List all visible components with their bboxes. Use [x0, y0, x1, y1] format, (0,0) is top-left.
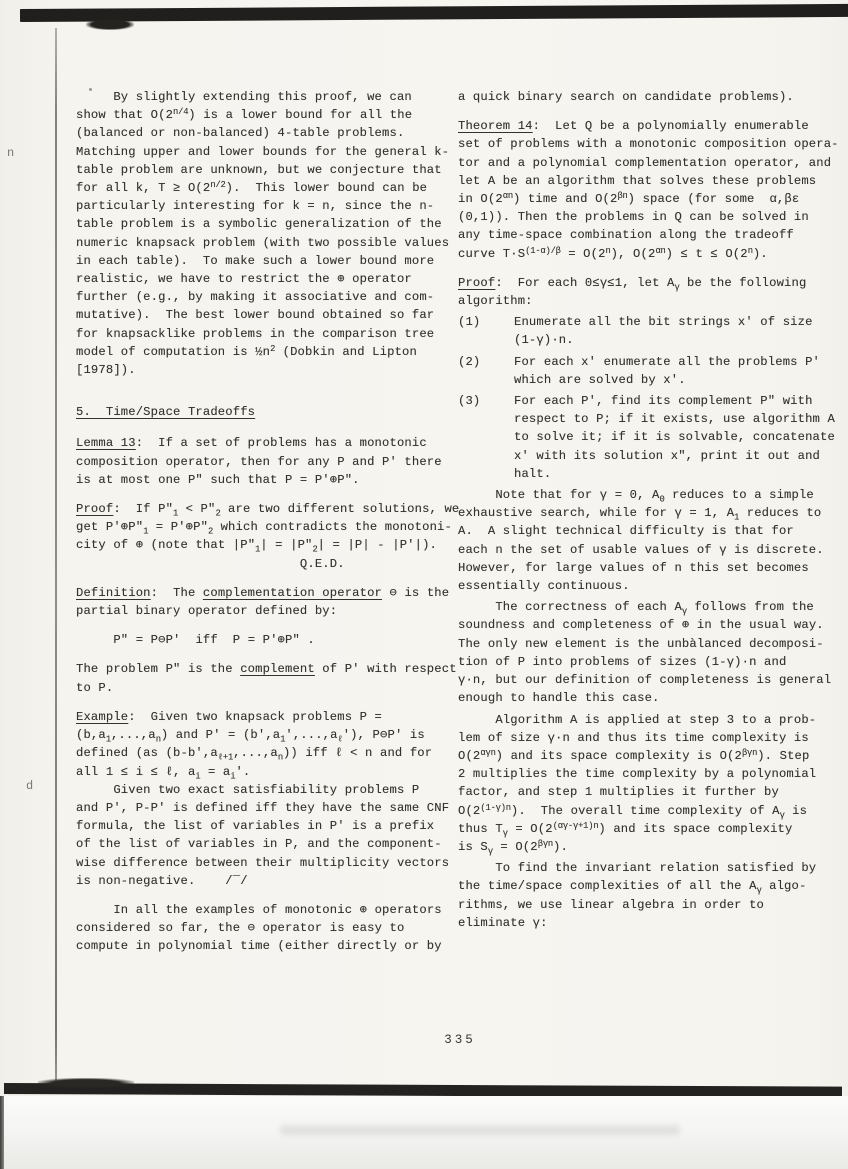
list-marker: (3) [458, 394, 481, 409]
algorithm-step-3 [458, 392, 842, 483]
algorithm-step-2 [458, 353, 842, 389]
list-item-text: Enumerate all the bit strings x' of size (1-γ)·n. [514, 315, 813, 348]
proof-lemma-13: Proof: If $P"_1$ < $P"_2$ are two different solutions, we get $P'\oplus P"_1$ = $P'\oplus P"_2$ which contradicts the monotoni- city of ⊕ (note that $|P"_1|$ = $|P"_2| = |P| - |P'|$). Q.E.D. [76, 502, 460, 571]
scan-artifact-bottom-blob [38, 1078, 134, 1088]
example-knapsack: Example: Given two knapsack problems P = $(b,a_1,...,a_n)$ and $P' = (b',a_1',...,a_\ell')$, P⊖P' is defined (as $(b-b',a_{\ell+1},...,a_n)$) iff ℓ < n and for all 1 ≤ i ≤ ℓ, $a_i = a_i'$. Given two exact satisfiability problems P and P', P-P' is defined iff they have the same CNF formula, the list of variables in P' is a prefix of the list of variables in P, and the component- wise difference between their multiplicity vectors is non-negative. /‾/ [76, 709, 450, 888]
algorithm-step-1 [458, 313, 842, 349]
continuation-line: a quick binary search on candidate problems). [458, 90, 794, 104]
list-marker: (2) [458, 354, 481, 369]
list-marker: (1) [458, 315, 481, 330]
note-gamma-extremes: Note that for γ = 0, $A_0$ reduces to a simple exhaustive search, while for γ = 1, $A_1$ reduces to A. A slight technical difficulty is that for each n the set of usable values of γ is discrete. However, for large values of n this set becomes essentially continuous. [458, 488, 824, 594]
paragraph-monotonic-operators: In all the examples of monotonic ⊕ operators considered so far, the ⊖ operator is easy to compute in polynomial time (either directly or by [76, 902, 442, 954]
right-column [458, 88, 842, 935]
scan-artifact-top-blob [86, 19, 134, 30]
page-edge-shadow [55, 28, 57, 1086]
list-item-text: For each x' enumerate all the problems P' which are solved by x'. [514, 354, 821, 387]
correctness-paragraph: The correctness of each $A_\gamma$ follows from the soundness and completeness of ⊕ in the usual way. The only new element is the unbàlanced decomposi- tion of P into problems of sizes (1-γ)·n and γ·n, but our definition of completeness is general enough to handle this case. [458, 600, 832, 706]
scan-bleed-smudge [280, 1125, 680, 1135]
section-heading-tradeoffs: 5. Time/Space Tradeoffs [76, 405, 256, 420]
margin-bleed-mark-bottom: d [26, 779, 34, 793]
proof-theorem-14: Proof: For each 0≤γ≤1, let $A_\gamma$ be the following algorithm: [458, 275, 807, 309]
complexity-paragraph: Algorithm A is applied at step 3 to a prob- lem of size γ·n and thus its time complexity is $O(2^{\alpha\gamma n})$ and its space complexity is $O(2^{\beta\gamma n})$. Step 2 multiplies the time complexity by a polynomial factor, and step 1 multiplies it further by $O(2^{(1-\gamma)n})$. The overall time complexity of $A_\gamma$ is thus $T_\gamma = O(2^{(\alpha\gamma-\gamma+1)n})$ and its space complexity is $S_\gamma = O(2^{\beta\gamma n})$. [458, 712, 817, 857]
complementation-formula: P" = P⊖P' iff P = P'⊕P" . [76, 633, 315, 648]
invariant-paragraph: To find the invariant relation satisfied by the time/space complexities of all the $A_\gamma$ algo- rithms, we use linear algebra in order to eliminate γ: [458, 861, 817, 930]
list-item-text: For each P', find its complement P" with respect to P; if it exists, use algorithm A to solve it; if it is solvable, concatenate x' with its solution x", print it out and halt. [514, 394, 835, 481]
paragraph-lower-bound: By slightly extending this proof, we can show that $O(2^{n/4})$ is a lower bound for all the (balanced or non-balanced) 4-table problems. Matching upper and lower bounds for the general k- table problem are unknown, but we conjecture that for all k, $T \ge O(2^{n/2})$. This lower bound can be particularly interesting for k = n, since the n- table problem is a symbolic generalization of the numeric knapsack problem (with two possible values in each table). To make such a lower bound more realistic, we have to restrict the ⊕ operator further (e.g., by making it associative and com- mutative). The best lower bound obtained so far for knapsacklike problems in the comparison tree model of computation is $\frac{1}{2}n^2$ (Dobkin and Lipton [1978]). [76, 90, 450, 378]
definition-complementation: Definition: The complementation operator ⊖ is the partial binary operator defined by: [76, 585, 450, 619]
theorem-14: Theorem 14: Let Q be a polynomially enumerable set of problems with a monotonic composition opera- tor and a polynomial complementation operator, and let A be an algorithm that solves these problems in $O(2^{\alpha n})$ time and $O(2^{\beta n})$ space (for some α,βε (0,1)). Then the problems in Q can be solved in any time-space combination along the tradeoff curve $T\cdot S^{(1-\alpha)/\beta} = O(2^n)$, $O(2^{\alpha n}) \le t \le O(2^n)$. [458, 119, 839, 261]
margin-bleed-mark-top: n [7, 146, 15, 160]
page-number: 335 [444, 1033, 476, 1047]
left-column [76, 88, 458, 967]
lemma-13: Lemma 13: If a set of problems has a monotonic composition operator, then for any P and P' there is at most one P" such that P = P'⊕P". [76, 436, 442, 487]
complement-note: The problem P" is the complement of P' with respect to P. [76, 662, 457, 695]
scanner-background-edge [0, 1096, 4, 1169]
